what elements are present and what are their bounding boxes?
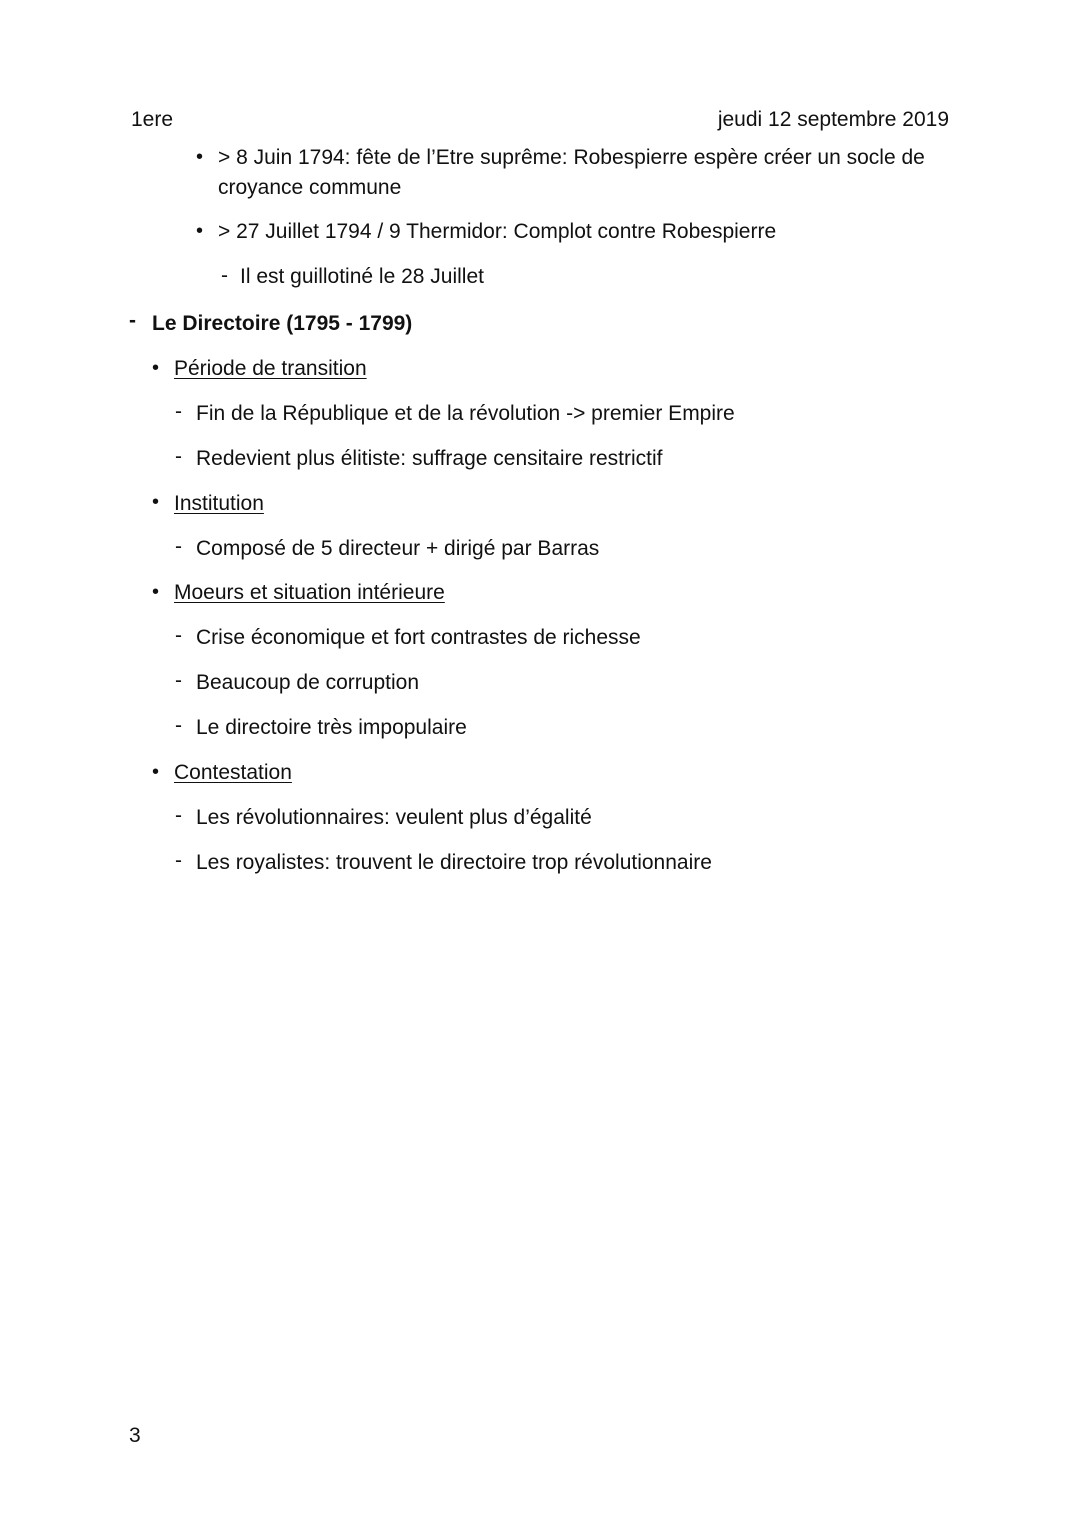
dash-icon: - [129, 309, 136, 332]
list-item: Les révolutionnaires: veulent plus d’égalité [196, 806, 592, 829]
bullet-icon: • [196, 220, 204, 242]
list-item: Crise économique et fort contrastes de richesse [196, 626, 641, 649]
subheading-institution: Institution [174, 492, 264, 515]
dash-icon: - [175, 624, 182, 647]
subheading-periode-transition: Période de transition [174, 357, 367, 380]
bullet-icon: • [196, 146, 204, 168]
bullet-icon: • [152, 357, 160, 379]
dash-icon: - [221, 264, 228, 287]
dash-icon: - [175, 400, 182, 423]
subheading-moeurs: Moeurs et situation intérieure [174, 581, 445, 604]
list-item: Redevient plus élitiste: suffrage censitaire restrictif [196, 447, 663, 470]
dash-icon: - [175, 804, 182, 827]
bullet-icon: • [152, 581, 160, 603]
dash-icon: - [175, 535, 182, 558]
section-title-directoire: Le Directoire (1795 - 1799) [152, 312, 413, 335]
header-date: jeudi 12 septembre 2019 [717, 108, 949, 131]
list-item-fete-etre-supreme: > 8 Juin 1794: fête de l’Etre suprême: Robespierre espère créer un socle de croyance commune [218, 146, 925, 199]
dash-icon: - [175, 669, 182, 692]
subheading-contestation: Contestation [174, 761, 292, 784]
list-item-thermidor: > 27 Juillet 1794 / 9 Thermidor: Complot contre Robespierre [218, 220, 777, 243]
list-item: Fin de la République et de la révolution -> premier Empire [196, 402, 735, 425]
bullet-icon: • [152, 491, 160, 513]
list-item: Beaucoup de corruption [196, 671, 419, 694]
list-item: Composé de 5 directeur + dirigé par Barras [196, 537, 600, 560]
list-item: Les royalistes: trouvent le directoire trop révolutionnaire [196, 851, 712, 874]
page-number: 3 [129, 1424, 141, 1447]
list-item-guillotine: Il est guillotiné le 28 Juillet [240, 265, 484, 288]
dash-icon: - [175, 849, 182, 872]
bullet-icon: • [152, 761, 160, 783]
dash-icon: - [175, 445, 182, 468]
list-item: Le directoire très impopulaire [196, 716, 467, 739]
header-course-label: 1ere [131, 108, 174, 131]
dash-icon: - [175, 714, 182, 737]
